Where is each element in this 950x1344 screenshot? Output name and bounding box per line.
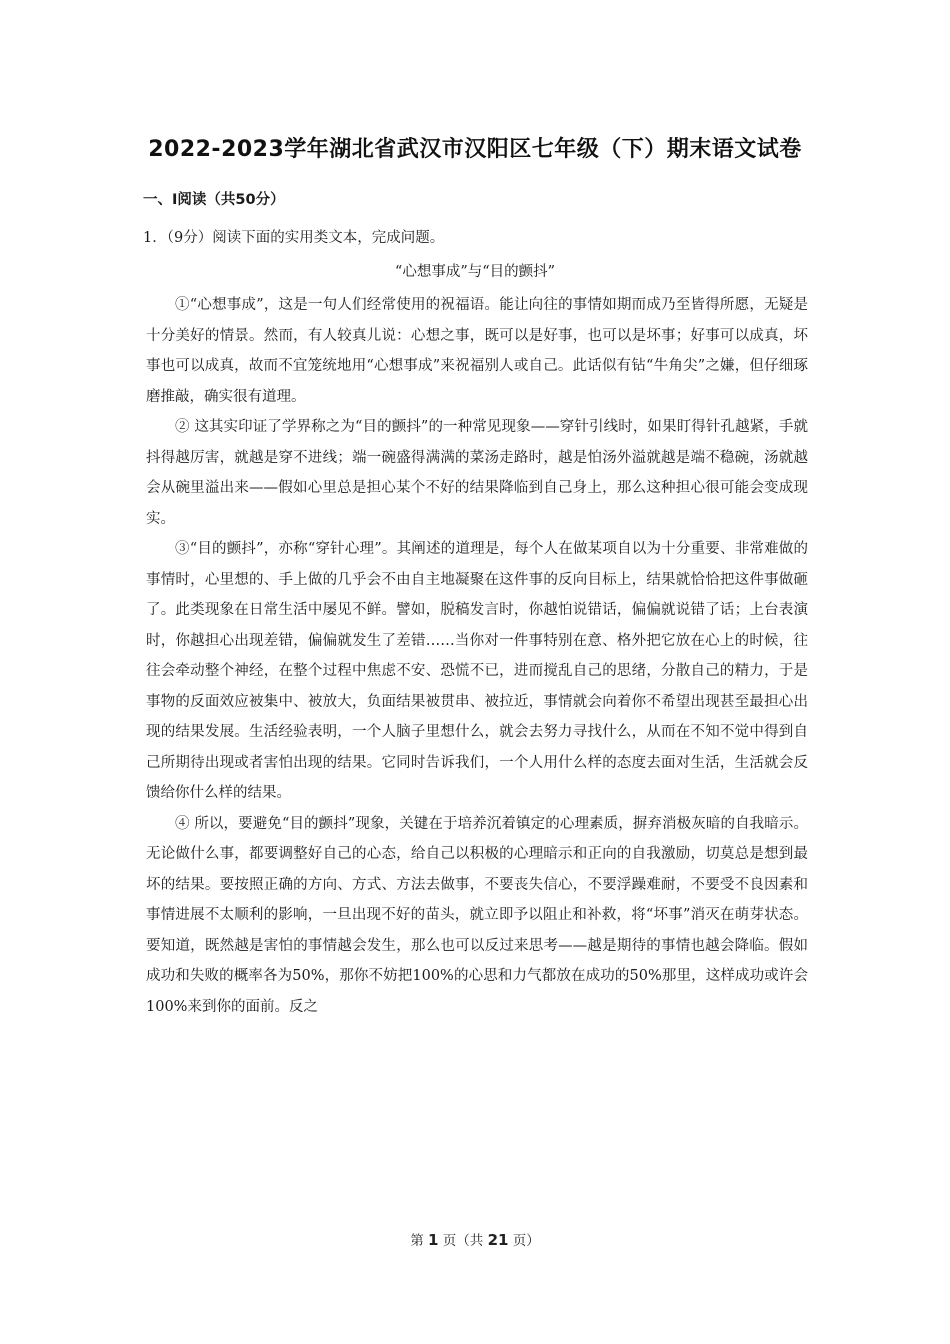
footer-prefix: 第: [410, 1233, 424, 1249]
paragraph-2: ② 这其实印证了学界称之为“目的颤抖”的一种常见现象——穿针引线时，如果盯得针孔越紧，手就抖得越厉害，就越是穿不进线；端一碗盛得满满的菜汤走路时，越是怕汤外溢就越是端不稳碗，汤就越会从碗里溢出来——假如心里总是担心某个不好的结果降临到自己身上，那么这种担心很可能会变成现实。: [146, 419, 808, 527]
exam-title: 2022-2023学年湖北省武汉市汉阳区七年级（下）期末语文试卷: [148, 137, 802, 162]
question-intro: 1．（9分）阅读下面的实用类文本，完成问题。: [143, 230, 445, 246]
footer-total-pages: 21: [487, 1231, 509, 1249]
passage-title: “心想事成”与“目的颤抖”: [394, 264, 556, 280]
paragraph-4: ④ 所以，要避免“目的颤抖”现象，关键在于培养沉着镇定的心理素质，摒弃消极灰暗的自我暗示。无论做什么事，都要调整好自己的心态，给自己以积极的心理暗示和正向的自我激励，切莫总是想到最坏的结果。要按照正确的方向、方式、方法去做事，不要丧失信心，不要浮躁难耐，不要受不良因素和事情进展不太顺利的影响，一旦出现不好的苗头，就立即予以阻止和补救，将“坏事”消灭在萌芽状态。要知道，既然越是害怕的事情越会发生，那么也可以反过来思考——越是期待的事情也越会降临。假如成功和失败的概率各为50%，那你不妨把100%的心思和力气都放在成功的50%那里，这样成功或许会100%来到你的面前。反之: [146, 815, 808, 1015]
passage-body: [146, 290, 808, 1022]
footer-suffix: 页）: [512, 1233, 540, 1249]
section-heading: 一、Ⅰ阅读（共50分）: [143, 192, 285, 208]
paragraph-1: ①“心想事成”，这是一句人们经常使用的祝福语。能让向往的事情如期而成乃至皆得所愿，无疑是十分美好的情景。然而，有人较真儿说：心想之事，既可以是好事，也可以是坏事；好事可以成真，坏事也可以成真，故而不宜笼统地用“心想事成”来祝福别人或自己。此话似有钻“牛角尖”之嫌，但仔细琢磨推敲，确实很有道理。: [146, 297, 808, 405]
footer-middle: 页（共: [442, 1233, 484, 1249]
paragraph-3: ③“目的颤抖”，亦称“穿针心理”。其阐述的道理是，每个人在做某项自以为十分重要、非常难做的事情时，心里想的、手上做的几乎会不由自主地凝聚在这件事的反向目标上，结果就恰恰把这件事做砸了。此类现象在日常生活中屡见不鲜。譬如，脱稿发言时，你越怕说错话，偏偏就说错了话；上台表演时，你越担心出现差错，偏偏就发生了差错……当你对一件事特别在意、格外把它放在心上的时候，往往会牵动整个神经，在整个过程中焦虑不安、恐慌不已，进而搅乱自己的思绪，分散自己的精力，于是事物的反面效应被集中、被放大，负面结果被贯串、被拉近，事情就会向着你不希望出现甚至最担心出现的结果发展。生活经验表明，一个人脑子里想什么，就会去努力寻找什么，从而在不知不觉中得到自己所期待出现或者害怕出现的结果。它同时告诉我们，一个人用什么样的态度去面对生活，生活就会反馈给你什么样的结果。: [146, 541, 808, 801]
page-footer: [0, 1229, 950, 1249]
footer-page-number: 1: [428, 1231, 439, 1249]
